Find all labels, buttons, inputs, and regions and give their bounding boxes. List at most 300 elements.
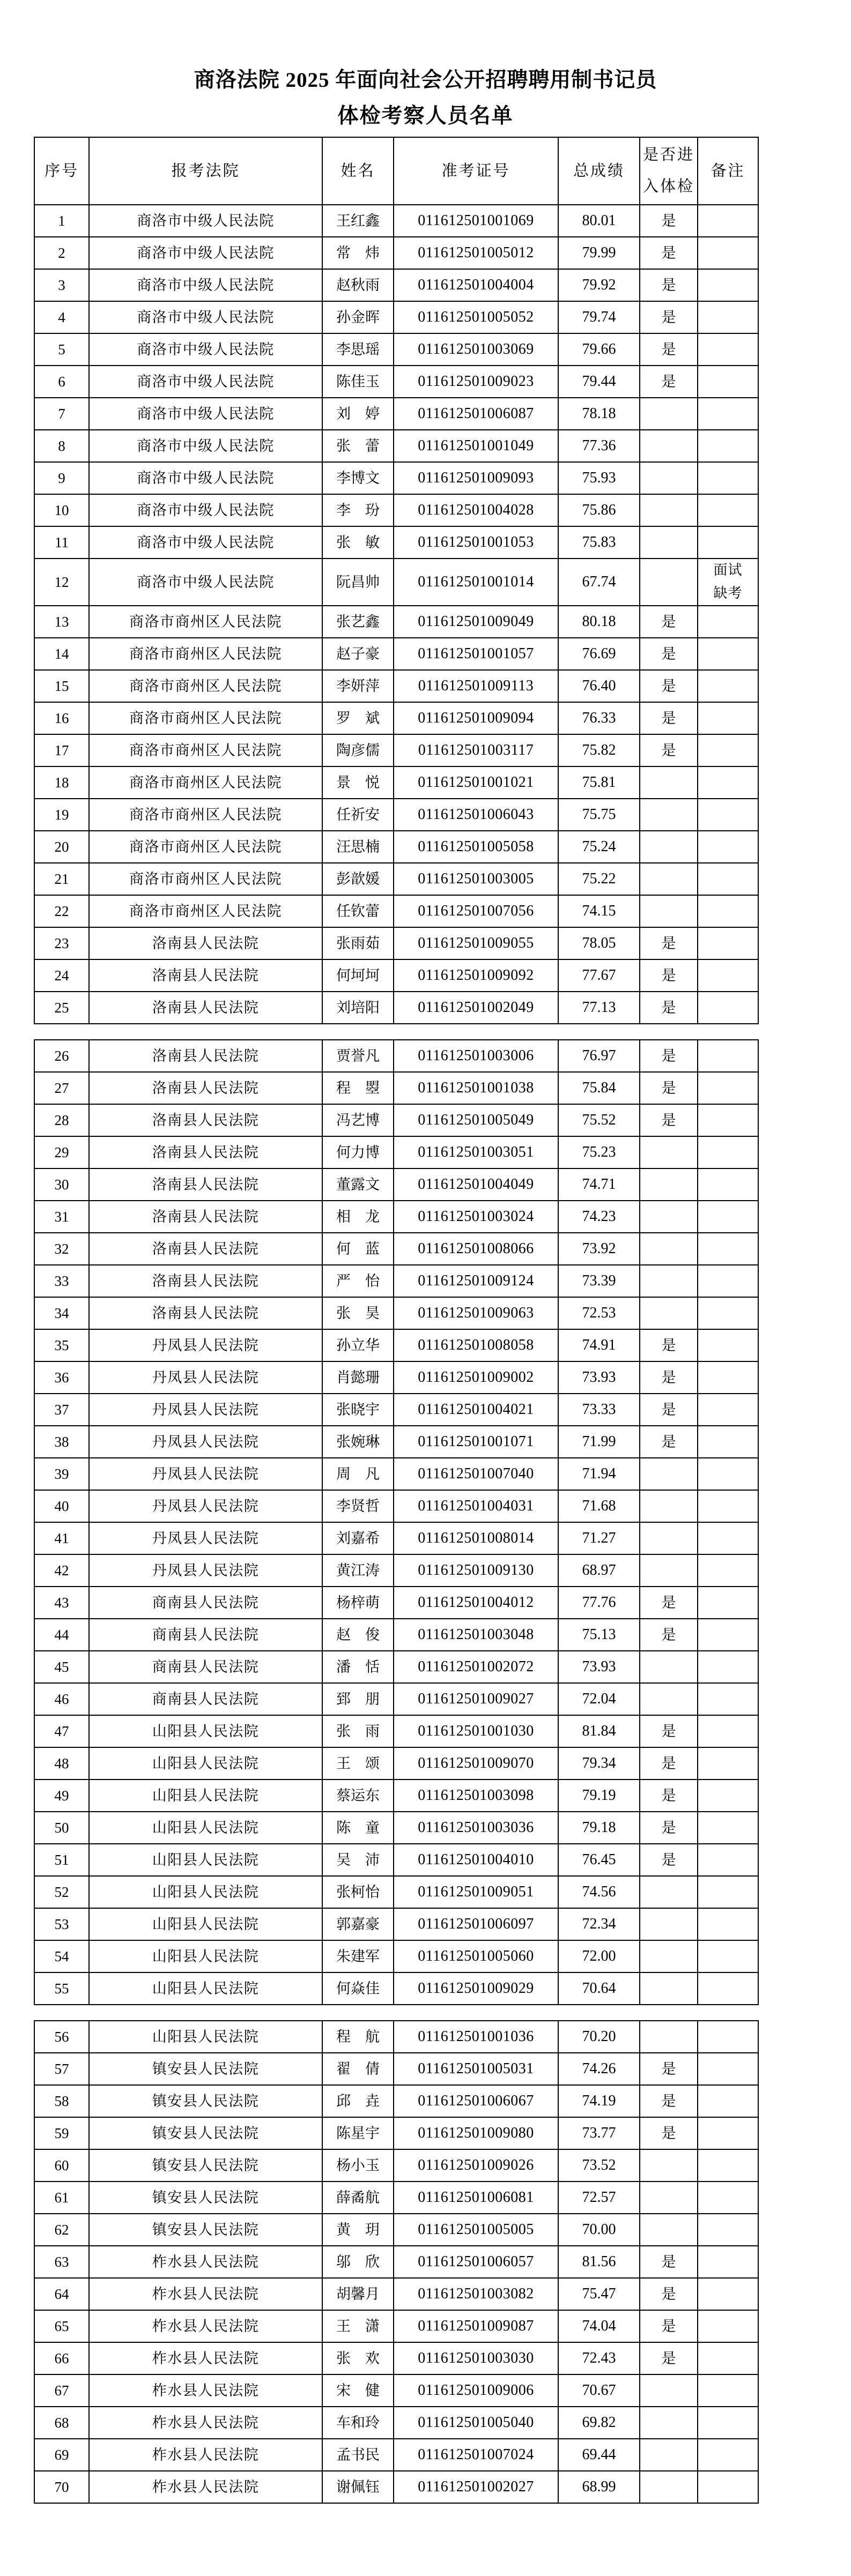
remark-cell [698,831,758,863]
header-total-score: 总成绩 [558,137,640,205]
remark-cell [698,927,758,959]
table-row [34,1972,758,2005]
serial-cell: 21 [34,863,89,895]
enter-check-cell: 是 [640,269,698,301]
name-cell: 杨梓萌 [322,1587,394,1619]
score-cell: 68.97 [558,1554,640,1587]
table-row [34,2149,758,2182]
enter-check-cell: 是 [640,205,698,237]
remark-cell [698,1136,758,1168]
serial-cell: 61 [34,2182,89,2214]
table-row [34,333,758,366]
court-cell: 商洛市中级人民法院 [89,237,322,269]
court-cell: 柞水县人民法院 [89,2407,322,2439]
serial-cell: 25 [34,992,89,1024]
remark-cell [698,734,758,766]
enter-check-cell [640,1233,698,1265]
table-row [34,2471,758,2503]
enter-check-cell [640,1876,698,1908]
name-cell: 冯艺博 [322,1104,394,1136]
remark-cell [698,2439,758,2471]
name-cell: 谢佩钰 [322,2471,394,2503]
ticket-cell: 011612501001071 [394,1426,558,1458]
serial-cell: 17 [34,734,89,766]
remark-cell [698,1040,758,1072]
court-cell: 丹凤县人民法院 [89,1554,322,1587]
serial-cell: 2 [34,237,89,269]
court-cell: 丹凤县人民法院 [89,1394,322,1426]
name-cell: 郭嘉豪 [322,1908,394,1940]
court-cell: 洛南县人民法院 [89,1233,322,1265]
ticket-cell: 011612501009113 [394,670,558,702]
ticket-cell: 011612501009092 [394,959,558,992]
court-cell: 柞水县人民法院 [89,2374,322,2407]
ticket-cell: 011612501005052 [394,301,558,333]
court-cell: 镇安县人民法院 [89,2085,322,2117]
ticket-cell: 011612501002049 [394,992,558,1024]
table-row [34,1104,758,1136]
table-row [34,1136,758,1168]
court-cell: 商洛市商州区人民法院 [89,702,322,734]
roster-table-section-1 [34,137,759,1024]
table-row [34,1844,758,1876]
ticket-cell: 011612501004031 [394,1490,558,1522]
table-row [34,927,758,959]
score-cell: 72.34 [558,1908,640,1940]
enter-check-cell: 是 [640,1715,698,1747]
enter-check-cell: 是 [640,1812,698,1844]
table-row [34,1361,758,1394]
enter-check-cell [640,1683,698,1715]
remark-cell [698,2342,758,2374]
enter-check-cell: 是 [640,1394,698,1426]
enter-check-cell: 是 [640,2053,698,2085]
score-cell: 79.34 [558,1747,640,1780]
score-cell: 74.56 [558,1876,640,1908]
ticket-cell: 011612501006097 [394,1908,558,1940]
table-row [34,2053,758,2085]
score-cell: 73.77 [558,2117,640,2149]
court-cell: 柞水县人民法院 [89,2439,322,2471]
ticket-cell: 011612501004049 [394,1168,558,1201]
remark-cell [698,366,758,398]
score-cell: 72.00 [558,1940,640,1972]
ticket-cell: 011612501009124 [394,1265,558,1297]
remark-cell [698,1715,758,1747]
serial-cell: 64 [34,2278,89,2310]
score-cell: 77.67 [558,959,640,992]
court-cell: 柞水县人民法院 [89,2310,322,2342]
serial-cell: 13 [34,606,89,638]
ticket-cell: 011612501008014 [394,1522,558,1554]
enter-check-cell: 是 [640,734,698,766]
serial-cell: 14 [34,638,89,670]
court-cell: 洛南县人民法院 [89,1104,322,1136]
court-cell: 商洛市商州区人民法院 [89,734,322,766]
name-cell: 王 潇 [322,2310,394,2342]
header-serial: 序号 [34,137,89,205]
court-cell: 商洛市商州区人民法院 [89,863,322,895]
enter-check-cell [640,766,698,799]
remark-cell [698,2246,758,2278]
name-cell: 程 航 [322,2021,394,2053]
enter-check-cell [640,1940,698,1972]
court-cell: 山阳县人民法院 [89,2021,322,2053]
enter-check-cell: 是 [640,1844,698,1876]
ticket-cell: 011612501001038 [394,1072,558,1104]
remark-cell [698,237,758,269]
name-cell: 刘嘉希 [322,1522,394,1554]
enter-check-cell: 是 [640,1587,698,1619]
table-row [34,1715,758,1747]
enter-check-cell: 是 [640,638,698,670]
score-cell: 76.45 [558,1844,640,1876]
table-row [34,1747,758,1780]
enter-check-cell: 是 [640,1619,698,1651]
score-cell: 72.43 [558,2342,640,2374]
serial-cell: 39 [34,1458,89,1490]
score-cell: 77.13 [558,992,640,1024]
ticket-cell: 011612501005012 [394,237,558,269]
court-cell: 山阳县人民法院 [89,1908,322,1940]
enter-check-cell: 是 [640,1361,698,1394]
table-row [34,462,758,494]
score-cell: 75.83 [558,526,640,559]
court-cell: 镇安县人民法院 [89,2117,322,2149]
table-row [34,606,758,638]
remark-text: 面试缺考 [713,562,743,601]
name-cell: 孟书民 [322,2439,394,2471]
remark-cell [698,1329,758,1361]
enter-check-cell: 是 [640,606,698,638]
ticket-cell: 011612501002072 [394,1651,558,1683]
score-cell: 73.93 [558,1361,640,1394]
court-cell: 商洛市中级人民法院 [89,526,322,559]
ticket-cell: 011612501004010 [394,1844,558,1876]
score-cell: 80.18 [558,606,640,638]
serial-cell: 63 [34,2246,89,2278]
ticket-cell: 011612501001053 [394,526,558,559]
ticket-cell: 011612501003048 [394,1619,558,1651]
serial-cell: 66 [34,2342,89,2374]
ticket-cell: 011612501005049 [394,1104,558,1136]
table-row [34,2182,758,2214]
enter-check-cell [640,1168,698,1201]
remark-cell [698,301,758,333]
table-row [34,734,758,766]
enter-check-cell: 是 [640,301,698,333]
ticket-cell: 011612501009094 [394,702,558,734]
remark-cell [698,1072,758,1104]
score-cell: 71.68 [558,1490,640,1522]
score-cell: 74.71 [558,1168,640,1201]
name-cell: 董露文 [322,1168,394,1201]
enter-check-cell: 是 [640,670,698,702]
court-cell: 山阳县人民法院 [89,1972,322,2005]
serial-cell: 68 [34,2407,89,2439]
serial-cell: 57 [34,2053,89,2085]
enter-check-cell: 是 [640,237,698,269]
ticket-cell: 011612501001030 [394,1715,558,1747]
name-cell: 黄 玥 [322,2214,394,2246]
table-row [34,959,758,992]
serial-cell: 34 [34,1297,89,1329]
serial-cell: 38 [34,1426,89,1458]
ticket-cell: 011612501004004 [394,269,558,301]
score-cell: 70.20 [558,2021,640,2053]
court-cell: 丹凤县人民法院 [89,1458,322,1490]
name-cell: 张柯怡 [322,1876,394,1908]
remark-cell [698,1780,758,1812]
ticket-cell: 011612501003082 [394,2278,558,2310]
enter-check-cell: 是 [640,1329,698,1361]
court-cell: 山阳县人民法院 [89,1844,322,1876]
ticket-cell: 011612501006081 [394,2182,558,2214]
name-cell: 张 敏 [322,526,394,559]
name-cell: 翟 倩 [322,2053,394,2085]
name-cell: 王红鑫 [322,205,394,237]
name-cell: 刘 婷 [322,398,394,430]
score-cell: 74.19 [558,2085,640,2117]
remark-cell [698,1683,758,1715]
table-row [34,1426,758,1458]
serial-cell: 28 [34,1104,89,1136]
name-cell: 李博文 [322,462,394,494]
name-cell: 严 怡 [322,1265,394,1297]
table-row [34,766,758,799]
page-title-line2: 体检考察人员名单 [337,104,514,128]
enter-check-cell [640,1201,698,1233]
remark-cell [698,1233,758,1265]
serial-cell: 45 [34,1651,89,1683]
serial-cell: 32 [34,1233,89,1265]
enter-check-cell [640,1554,698,1587]
enter-check-cell [640,462,698,494]
remark-cell [698,895,758,927]
table-row [34,702,758,734]
name-cell: 赵子豪 [322,638,394,670]
serial-cell: 26 [34,1040,89,1072]
score-cell: 80.01 [558,205,640,237]
court-cell: 柞水县人民法院 [89,2471,322,2503]
serial-cell: 55 [34,1972,89,2005]
table-row [34,1040,758,1072]
enter-check-cell [640,1908,698,1940]
ticket-cell: 011612501001069 [394,205,558,237]
ticket-cell: 011612501009080 [394,2117,558,2149]
court-cell: 商洛市中级人民法院 [89,494,322,526]
table-row [34,559,758,606]
name-cell: 程 曌 [322,1072,394,1104]
score-cell: 75.86 [558,494,640,526]
name-cell: 李贤哲 [322,1490,394,1522]
serial-cell: 33 [34,1265,89,1297]
table-row [34,1490,758,1522]
ticket-cell: 011612501007040 [394,1458,558,1490]
name-cell: 罗 斌 [322,702,394,734]
remark-cell [698,1265,758,1297]
remark-cell [698,269,758,301]
serial-cell: 48 [34,1747,89,1780]
ticket-cell: 011612501006043 [394,799,558,831]
roster-table-section-2 [34,1039,759,2005]
enter-check-cell [640,1297,698,1329]
table-row [34,1394,758,1426]
remark-cell [698,992,758,1024]
serial-cell: 69 [34,2439,89,2471]
enter-check-cell [640,1265,698,1297]
table-row [34,2085,758,2117]
serial-cell: 49 [34,1780,89,1812]
enter-check-cell: 是 [640,992,698,1024]
court-cell: 商洛市中级人民法院 [89,269,322,301]
court-cell: 商南县人民法院 [89,1651,322,1683]
name-cell: 薛矞航 [322,2182,394,2214]
ticket-cell: 011612501005040 [394,2407,558,2439]
table-row [34,1812,758,1844]
score-cell: 79.99 [558,237,640,269]
remark-cell [698,526,758,559]
ticket-cell: 011612501003030 [394,2342,558,2374]
score-cell: 79.44 [558,366,640,398]
ticket-cell: 011612501003005 [394,863,558,895]
name-cell: 黄江涛 [322,1554,394,1587]
enter-check-cell [640,2439,698,2471]
serial-cell: 37 [34,1394,89,1426]
name-cell: 何坷坷 [322,959,394,992]
ticket-cell: 011612501009029 [394,1972,558,2005]
table-row [34,1233,758,1265]
name-cell: 何 蓝 [322,1233,394,1265]
court-cell: 洛南县人民法院 [89,1201,322,1233]
court-cell: 镇安县人民法院 [89,2182,322,2214]
court-cell: 商南县人民法院 [89,1587,322,1619]
name-cell: 任祈安 [322,799,394,831]
enter-check-cell: 是 [640,1426,698,1458]
remark-cell [698,1812,758,1844]
table-row [34,1651,758,1683]
header-court: 报考法院 [89,137,322,205]
score-cell: 74.04 [558,2310,640,2342]
serial-cell: 11 [34,526,89,559]
remark-cell [698,2149,758,2182]
serial-cell: 30 [34,1168,89,1201]
score-cell: 69.44 [558,2439,640,2471]
table-row [34,2117,758,2149]
score-cell: 79.74 [558,301,640,333]
score-cell: 74.26 [558,2053,640,2085]
ticket-cell: 011612501003051 [394,1136,558,1168]
table-row [34,1201,758,1233]
enter-check-cell: 是 [640,927,698,959]
serial-cell: 8 [34,430,89,462]
remark-cell [698,462,758,494]
name-cell: 孙金晖 [322,301,394,333]
name-cell: 陶彦儒 [322,734,394,766]
score-cell: 70.67 [558,2374,640,2407]
remark-cell [698,863,758,895]
enter-check-cell [640,863,698,895]
ticket-cell: 011612501009049 [394,606,558,638]
ticket-cell: 011612501004012 [394,1587,558,1619]
remark-cell [698,494,758,526]
ticket-cell: 011612501006067 [394,2085,558,2117]
table-body-section-2 [34,1040,758,2005]
remark-cell [698,1168,758,1201]
table-row [34,301,758,333]
score-cell: 71.94 [558,1458,640,1490]
serial-cell: 7 [34,398,89,430]
serial-cell: 67 [34,2374,89,2407]
serial-cell: 70 [34,2471,89,2503]
header-enter-exam: 是否进入体检 [640,137,698,205]
table-row [34,2021,758,2053]
score-cell: 77.36 [558,430,640,462]
court-cell: 商洛市商州区人民法院 [89,799,322,831]
enter-check-cell [640,2374,698,2407]
remark-cell [698,205,758,237]
ticket-cell: 011612501009051 [394,1876,558,1908]
enter-check-cell [640,2214,698,2246]
enter-check-cell [640,526,698,559]
enter-check-cell: 是 [640,1072,698,1104]
serial-cell: 42 [34,1554,89,1587]
page-title-line1: 商洛法院 2025 年面向社会公开招聘聘用制书记员 [194,69,657,92]
ticket-cell: 011612501003117 [394,734,558,766]
enter-check-cell: 是 [640,2246,698,2278]
name-cell: 陈 童 [322,1812,394,1844]
ticket-cell: 011612501001057 [394,638,558,670]
ticket-cell: 011612501003069 [394,333,558,366]
serial-cell: 31 [34,1201,89,1233]
ticket-cell: 011612501005005 [394,2214,558,2246]
serial-cell: 5 [34,333,89,366]
name-cell: 张晓宇 [322,1394,394,1426]
score-cell: 71.27 [558,1522,640,1554]
name-cell: 相 龙 [322,1201,394,1233]
table-row [34,1522,758,1554]
serial-cell: 62 [34,2214,89,2246]
score-cell: 75.23 [558,1136,640,1168]
court-cell: 山阳县人民法院 [89,1747,322,1780]
score-cell: 67.74 [558,559,640,606]
score-cell: 78.05 [558,927,640,959]
roster-table-section-3 [34,2020,759,2504]
score-cell: 81.56 [558,2246,640,2278]
score-cell: 75.93 [558,462,640,494]
enter-check-cell: 是 [640,2085,698,2117]
court-cell: 山阳县人民法院 [89,1715,322,1747]
remark-cell [698,1844,758,1876]
name-cell: 潘 恬 [322,1651,394,1683]
score-cell: 75.52 [558,1104,640,1136]
score-cell: 76.33 [558,702,640,734]
court-cell: 商洛市中级人民法院 [89,366,322,398]
enter-check-cell [640,494,698,526]
enter-check-cell: 是 [640,2117,698,2149]
name-cell: 孙立华 [322,1329,394,1361]
court-cell: 山阳县人民法院 [89,1940,322,1972]
court-cell: 商洛市商州区人民法院 [89,831,322,863]
court-cell: 洛南县人民法院 [89,959,322,992]
name-cell: 刘培阳 [322,992,394,1024]
name-cell: 何力博 [322,1136,394,1168]
court-cell: 山阳县人民法院 [89,1780,322,1812]
name-cell: 蔡运东 [322,1780,394,1812]
court-cell: 商洛市商州区人民法院 [89,606,322,638]
score-cell: 73.33 [558,1394,640,1426]
remark-cell [698,1201,758,1233]
